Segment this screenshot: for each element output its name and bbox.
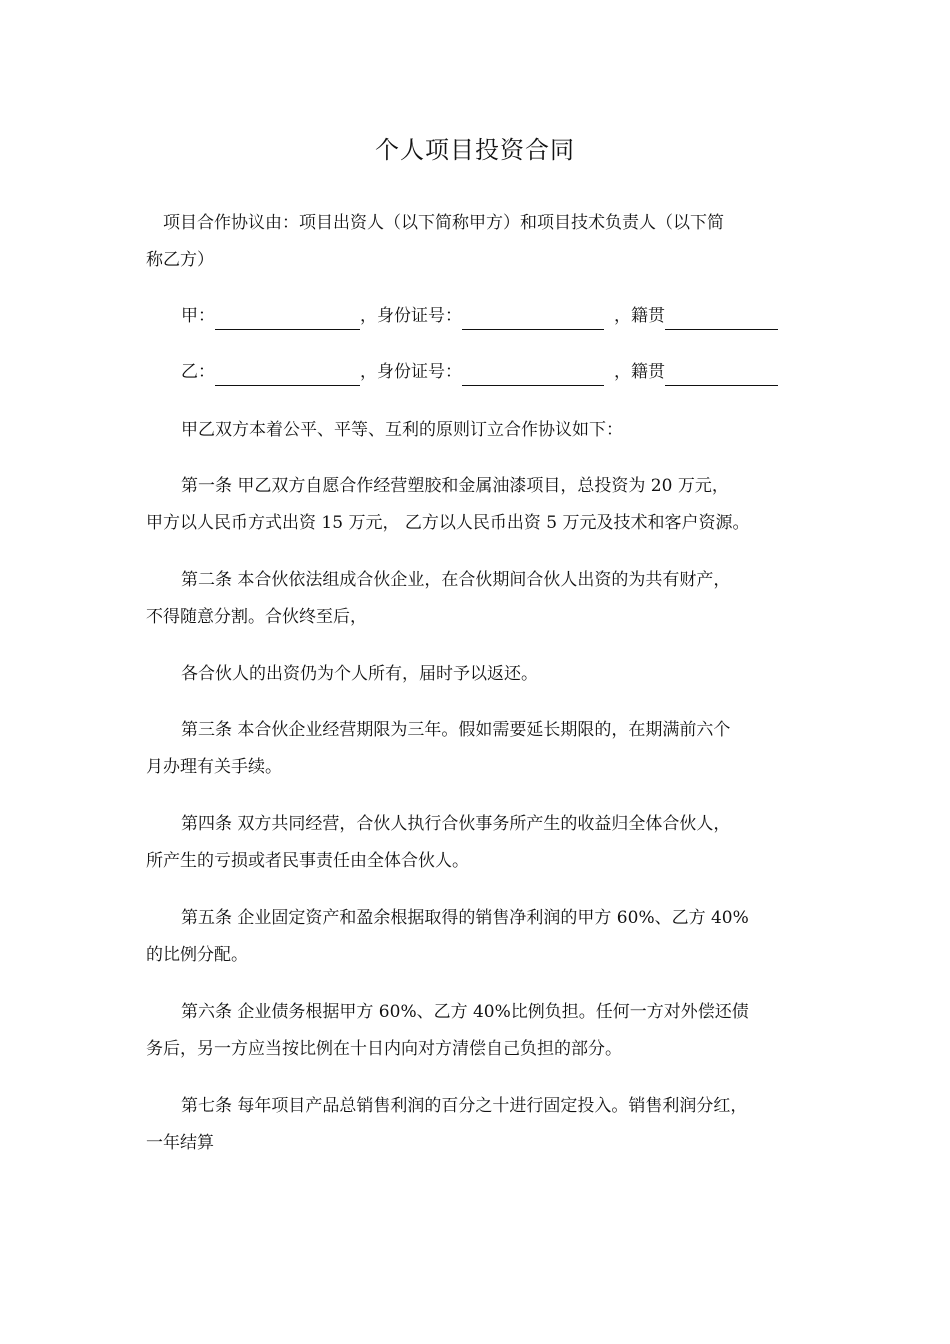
document-title: 个人项目投资合同 xyxy=(375,136,575,164)
party-a-id-field[interactable] xyxy=(462,307,604,330)
article-2-line-1: 第二条 本合伙依法组成合伙企业，在合伙期间合伙人出资的为共有财产， xyxy=(181,570,731,590)
party-a-id-label: ，身份证号： xyxy=(360,306,462,326)
party-b-origin-label: ，籍贯 xyxy=(614,362,665,382)
party-b-name-field[interactable] xyxy=(215,363,360,386)
intro-paragraph xyxy=(146,205,811,279)
intro-line-1: 项目合作协议由：项目出资人（以下简称甲方）和项目技术负责人（以下简 xyxy=(163,213,724,233)
article-2-continued-line: 各合伙人的出资仍为个人所有，届时予以返还。 xyxy=(181,664,538,684)
article-6 xyxy=(146,994,811,1068)
party-b-label: 乙： xyxy=(181,362,215,382)
preamble-paragraph xyxy=(146,412,811,449)
article-5 xyxy=(146,900,811,974)
article-7 xyxy=(146,1088,811,1162)
party-a-origin-field[interactable] xyxy=(665,307,778,330)
article-7-line-2: 一年结算 xyxy=(146,1133,214,1153)
intro-line-2: 称乙方） xyxy=(146,250,214,270)
article-6-line-2: 务后，另一方应当按比例在十日内向对方清偿自己负担的部分。 xyxy=(146,1039,622,1059)
party-b-id-label: ，身份证号： xyxy=(360,362,462,382)
article-7-line-1: 第七条 每年项目产品总销售利润的百分之十进行固定投入。销售利润分红， xyxy=(181,1096,748,1116)
article-2-line-2: 不得随意分割。合伙终至后， xyxy=(146,607,367,627)
preamble-line: 甲乙双方本着公平、平等、互利的原则订立合作协议如下： xyxy=(181,420,623,440)
article-4 xyxy=(146,806,811,880)
article-4-line-2: 所产生的亏损或者民事责任由全体合伙人。 xyxy=(146,851,469,871)
article-1 xyxy=(146,468,811,542)
party-a-row xyxy=(181,302,821,330)
party-b-id-field[interactable] xyxy=(462,363,604,386)
party-a-label: 甲： xyxy=(181,306,215,326)
article-5-line-1: 第五条 企业固定资产和盈余根据取得的销售净利润的甲方 60%、乙方 40% xyxy=(181,908,749,928)
article-2 xyxy=(146,562,811,636)
article-1-line-1: 第一条 甲乙双方自愿合作经营塑胶和金属油漆项目，总投资为 20 万元， xyxy=(181,476,729,496)
article-3 xyxy=(146,712,811,786)
article-2-continued xyxy=(146,656,811,693)
article-4-line-1: 第四条 双方共同经营，合伙人执行合伙事务所产生的收益归全体合伙人， xyxy=(181,814,731,834)
party-a-name-field[interactable] xyxy=(215,307,360,330)
article-6-line-1: 第六条 企业债务根据甲方 60%、乙方 40%比例负担。任何一方对外偿还债 xyxy=(181,1002,749,1022)
article-5-line-2: 的比例分配。 xyxy=(146,945,248,965)
article-3-line-1: 第三条 本合伙企业经营期限为三年。假如需要延长期限的，在期满前六个 xyxy=(181,720,731,740)
party-b-origin-field[interactable] xyxy=(665,363,778,386)
article-1-line-2: 甲方以人民币方式出资 15 万元， 乙方以人民币出资 5 万元及技术和客户资源。 xyxy=(146,513,750,533)
article-3-line-2: 月办理有关手续。 xyxy=(146,757,282,777)
party-a-origin-label: ，籍贯 xyxy=(614,306,665,326)
party-b-row xyxy=(181,358,821,386)
